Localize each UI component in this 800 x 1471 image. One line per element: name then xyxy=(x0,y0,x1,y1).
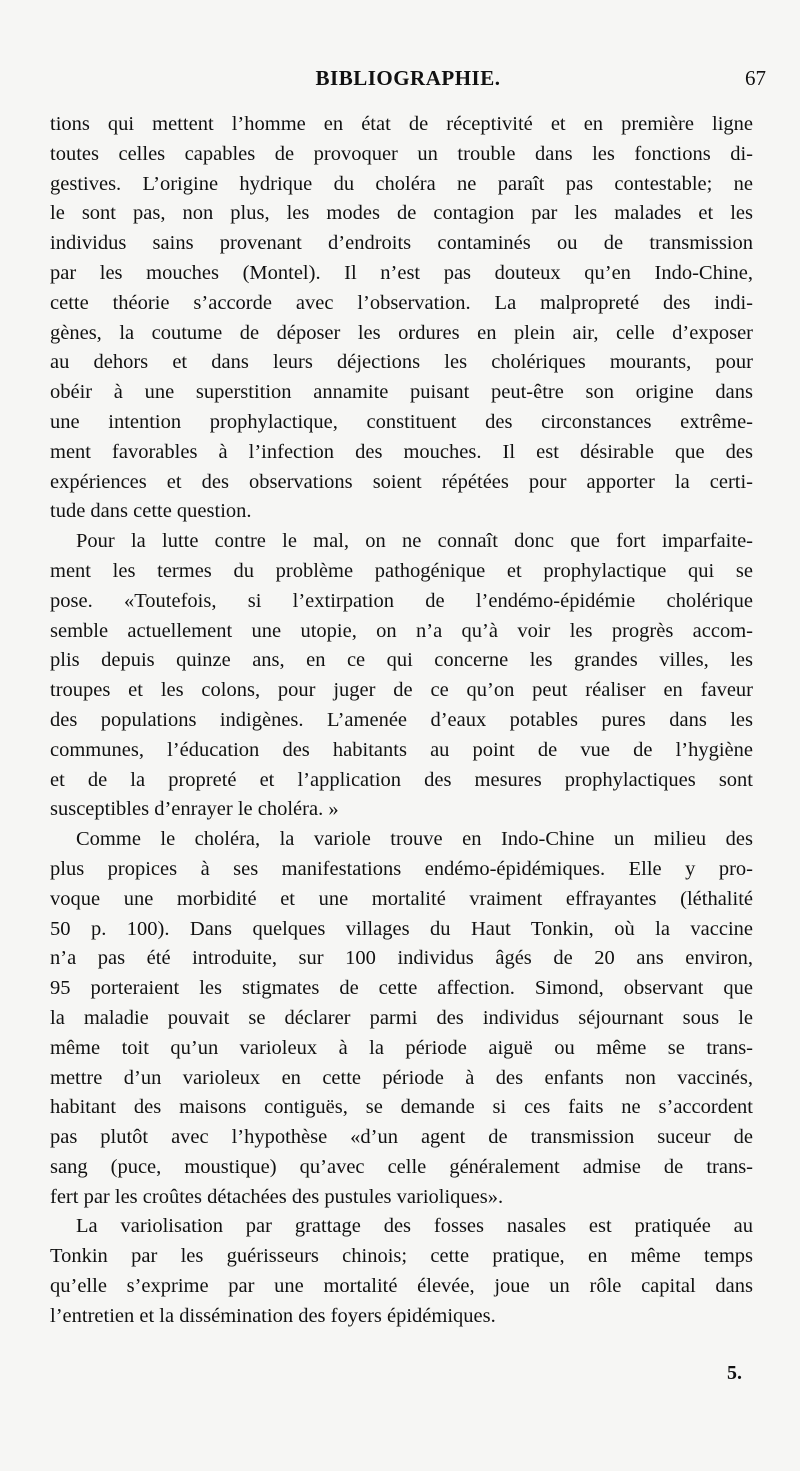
text-line: individus sains provenant d’endroits contaminés ou de transmission xyxy=(50,232,753,255)
text-line: communes, l’éducation des habitants au point de vue de l’hygiène xyxy=(50,738,753,761)
text-line: plus propices à ses manifestations endémo-épidémiques. Elle y pro- xyxy=(50,857,753,880)
running-head xyxy=(50,66,766,96)
text-line: le sont pas, non plus, les modes de contagion par les malades et les xyxy=(50,202,753,225)
text-line: habitant des maisons contiguës, se demande si ces faits ne s’accordent xyxy=(50,1096,753,1119)
text-line: obéir à une superstition annamite puisant peut-être son origine dans xyxy=(50,381,753,404)
text-line: Tonkin par les guérisseurs chinois; cette pratique, en même temps xyxy=(50,1245,753,1268)
text-line: pose. «Toutefois, si l’extirpation de l’endémo-épidémie cholérique xyxy=(50,589,753,612)
text-line: gènes, la coutume de déposer les ordures en plein air, celle d’exposer xyxy=(50,321,753,344)
page-number: 67 xyxy=(745,66,766,90)
text-line: ment favorables à l’infection des mouches. Il est désirable que des xyxy=(50,440,753,463)
running-title: BIBLIOGRAPHIE. xyxy=(315,66,501,90)
text-line: susceptibles d’enrayer le choléra. » xyxy=(50,798,339,821)
text-line: la maladie pouvait se déclarer parmi des individus séjournant sous le xyxy=(50,1006,753,1029)
text-line: gestives. L’origine hydrique du choléra ne paraît pas contestable; ne xyxy=(50,172,753,195)
text-line: expériences et des observations soient répétées pour apporter la certi- xyxy=(50,470,753,493)
text-line: une intention prophylactique, constituent des circonstances extrême- xyxy=(50,410,753,433)
text-line: Comme le choléra, la variole trouve en Indo-Chine un milieu des xyxy=(76,828,753,851)
text-line: toutes celles capables de provoquer un trouble dans les fonctions di- xyxy=(50,142,753,165)
text-line: pas plutôt avec l’hypothèse «d’un agent de transmission suceur de xyxy=(50,1126,753,1149)
text-line: 50 p. 100). Dans quelques villages du Haut Tonkin, où la vaccine xyxy=(50,917,753,940)
text-line: voque une morbidité et une mortalité vraiment effrayantes (léthalité xyxy=(50,887,753,910)
text-line: ment les termes du problème pathogénique et prophylactique qui se xyxy=(50,559,753,582)
body-text xyxy=(50,110,753,1332)
text-line: n’a pas été introduite, sur 100 individus âgés de 20 ans environ, xyxy=(50,947,753,970)
text-line: 95 porteraient les stigmates de cette affection. Simond, observant que xyxy=(50,977,753,1000)
text-line: troupes et les colons, pour juger de ce qu’on peut réaliser en faveur xyxy=(50,679,753,702)
text-line: tions qui mettent l’homme en état de réceptivité et en première ligne xyxy=(50,113,753,135)
text-line: au dehors et dans leurs déjections les cholériques mourants, pour xyxy=(50,351,753,374)
text-line: mettre d’un varioleux en cette période à des enfants non vaccinés, xyxy=(50,1066,753,1089)
signature-mark: 5. xyxy=(727,1362,742,1384)
text-line: et de la propreté et l’application des mesures prophylactiques sont xyxy=(50,768,753,791)
text-line: qu’elle s’exprime par une mortalité élevée, joue un rôle capital dans xyxy=(50,1275,753,1298)
text-line: sang (puce, moustique) qu’avec celle généralement admise de trans- xyxy=(50,1155,753,1178)
text-line: plis depuis quinze ans, en ce qui concerne les grandes villes, les xyxy=(50,649,753,672)
text-line: tude dans cette question. xyxy=(50,500,252,523)
text-line: Pour la lutte contre le mal, on ne connaît donc que fort imparfaite- xyxy=(76,530,753,553)
text-line: semble actuellement une utopie, on n’a qu’à voir les progrès accom- xyxy=(50,619,753,642)
text-line: même toit qu’un varioleux à la période aiguë ou même se trans- xyxy=(50,1036,753,1059)
text-line: fert par les croûtes détachées des pustules varioliques». xyxy=(50,1185,504,1208)
text-line: cette théorie s’accorde avec l’observation. La malpropreté des indi- xyxy=(50,291,753,314)
text-line: par les mouches (Montel). Il n’est pas douteux qu’en Indo-Chine, xyxy=(50,261,753,284)
text-line: des populations indigènes. L’amenée d’eaux potables pures dans les xyxy=(50,708,753,731)
text-line: La variolisation par grattage des fosses nasales est pratiquée au xyxy=(76,1215,753,1238)
text-line: l’entretien et la dissémination des foyers épidémiques. xyxy=(50,1304,496,1327)
